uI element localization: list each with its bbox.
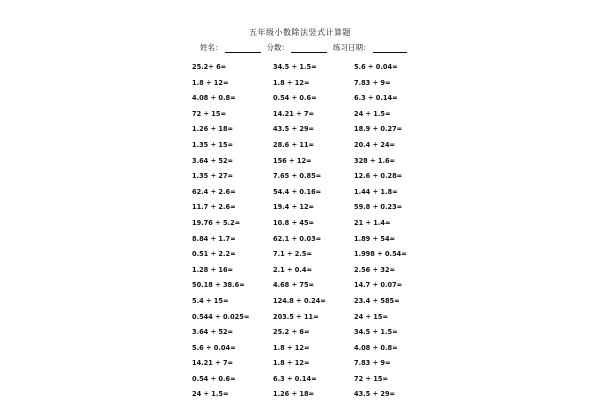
division-problem: 50.18 ÷ 38.6=	[192, 281, 245, 290]
division-problem: 18.9 ÷ 0.27=	[354, 125, 403, 134]
score-blank[interactable]	[291, 44, 327, 53]
division-problem: 24 ÷ 1.5=	[192, 390, 229, 399]
division-problem: 1.998 ÷ 0.54=	[354, 250, 407, 259]
date-label: 练习日期：	[333, 43, 371, 52]
division-problem: 4.68 ÷ 75=	[273, 281, 315, 290]
division-problem: 2.56 ÷ 32=	[354, 265, 396, 274]
division-problem: 72 ÷ 15=	[354, 374, 388, 383]
division-problem: 23.4 ÷ 585=	[354, 296, 400, 305]
division-problem: 7.83 ÷ 9=	[354, 359, 391, 368]
division-problem: 59.8 ÷ 0.23=	[354, 203, 403, 212]
score-field	[267, 42, 328, 53]
division-problem: 1.44 ÷ 1.8=	[354, 187, 398, 196]
division-problem: 1.8 ÷ 12=	[192, 78, 229, 87]
division-problem: 0.544 ÷ 0.025=	[192, 312, 250, 321]
division-problem: 328 ÷ 1.6=	[354, 156, 396, 165]
division-problem: 0.54 ÷ 0.6=	[192, 374, 236, 383]
division-problem: 43.5 ÷ 29=	[354, 390, 396, 399]
division-problem: 34.5 ÷ 1.5=	[273, 63, 317, 71]
division-problem: 1.26 ÷ 18=	[192, 125, 234, 134]
division-problem: 2.1 ÷ 0.4=	[273, 265, 313, 274]
division-problem: 4.08 ÷ 0.8=	[354, 343, 398, 352]
division-problem: 6.3 ÷ 0.14=	[354, 94, 398, 103]
division-problem: 6.3 ÷ 0.14=	[273, 374, 317, 383]
division-problem: 1.35 ÷ 15=	[192, 140, 234, 149]
division-problem: 1.28 ÷ 16=	[192, 265, 234, 274]
student-info-fields	[200, 42, 413, 53]
division-problem: 1.35 ÷ 27=	[192, 172, 234, 181]
division-problem: 24 ÷ 15=	[354, 312, 388, 321]
division-problem: 1.26 ÷ 18=	[273, 390, 315, 399]
division-problem: 62.1 ÷ 0.03=	[273, 234, 322, 243]
division-problem: 28.6 ÷ 11=	[273, 140, 315, 149]
division-problem: 72 ÷ 15=	[192, 109, 226, 118]
division-problem: 19.4 ÷ 12=	[273, 203, 315, 212]
date-field	[333, 42, 407, 53]
division-problem: 3.64 ÷ 52=	[192, 156, 234, 165]
division-problem: 1.8 ÷ 12=	[273, 343, 310, 352]
division-problem: 25.2 ÷ 6=	[273, 328, 310, 337]
division-problem: 5.6 ÷ 0.04=	[354, 63, 398, 71]
division-problem: 11.7 ÷ 2.6=	[192, 203, 236, 212]
division-problem: 54.4 ÷ 0.16=	[273, 187, 322, 196]
problem-grid	[192, 60, 435, 403]
division-problem: 4.08 ÷ 0.8=	[192, 94, 236, 103]
division-problem: 34.5 ÷ 1.5=	[354, 328, 398, 337]
division-problem: 21 ÷ 1.4=	[354, 218, 391, 227]
division-problem: 14.21 ÷ 7=	[192, 359, 234, 368]
division-problem: 0.54 ÷ 0.6=	[273, 94, 317, 103]
division-problem: 0.51 ÷ 2.2=	[192, 250, 236, 259]
division-problem: 7.1 ÷ 2.5=	[273, 250, 313, 259]
division-problem: 20.4 ÷ 24=	[354, 140, 396, 149]
division-problem: 7.83 ÷ 9=	[354, 78, 391, 87]
division-problem: 1.8 ÷ 12=	[273, 359, 310, 368]
division-problem: 24 ÷ 1.5=	[354, 109, 391, 118]
division-problem: 62.4 ÷ 2.6=	[192, 187, 236, 196]
division-problem: 156 ÷ 12=	[273, 156, 312, 165]
division-problem: 3.64 ÷ 52=	[192, 328, 234, 337]
division-problem: 14.21 ÷ 7=	[273, 109, 315, 118]
division-problem: 19.76 ÷ 5.2=	[192, 218, 241, 227]
division-problem: 12.6 ÷ 0.28=	[354, 172, 403, 181]
division-problem: 1.8 ÷ 12=	[273, 78, 310, 87]
division-problem: 43.5 ÷ 29=	[273, 125, 315, 134]
score-label: 分数：	[266, 43, 289, 52]
name-field	[200, 42, 261, 53]
page-title: 五年级小数除法竖式计算题	[249, 28, 351, 37]
division-problem: 25.2÷ 6=	[192, 63, 227, 71]
division-problem: 203.5 ÷ 11=	[273, 312, 319, 321]
name-label: 姓名：	[200, 43, 223, 52]
division-problem: 1.89 ÷ 54=	[354, 234, 396, 243]
division-problem: 5.4 ÷ 15=	[192, 296, 229, 305]
name-blank[interactable]	[225, 44, 261, 53]
date-blank[interactable]	[373, 44, 407, 53]
division-problem: 124.8 ÷ 0.24=	[273, 296, 326, 305]
division-problem: 5.6 ÷ 0.04=	[192, 343, 236, 352]
division-problem: 10.8 ÷ 45=	[273, 218, 315, 227]
division-problem: 14.7 ÷ 0.07=	[354, 281, 403, 290]
division-problem: 7.65 ÷ 0.85=	[273, 172, 322, 181]
division-problem: 8.84 ÷ 1.7=	[192, 234, 236, 243]
